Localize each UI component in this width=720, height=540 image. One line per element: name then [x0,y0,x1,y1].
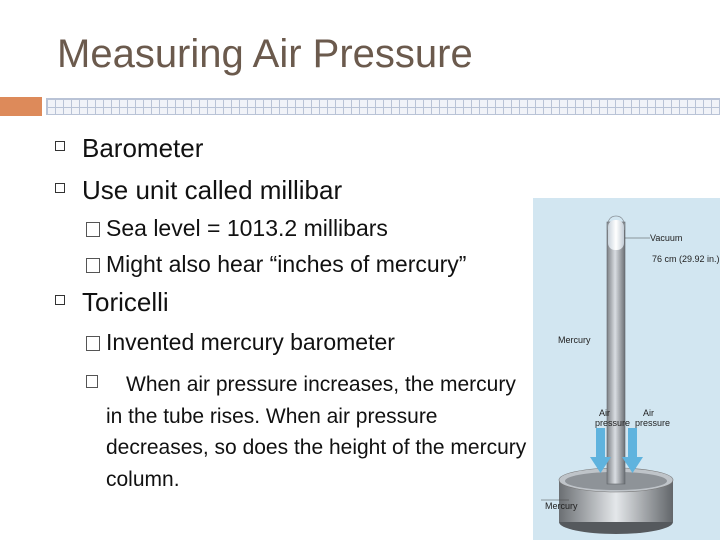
mercury-dish-label: Mercury [545,501,578,511]
box-bullet-icon [86,258,100,273]
vacuum-space [608,220,624,250]
square-bullet-icon [55,141,65,151]
height-label: 76 cm (29.92 in.) [652,254,720,264]
box-bullet-icon [86,375,98,388]
air-pressure-left-label-2: pressure [595,418,631,428]
slide-title: Measuring Air Pressure [57,32,473,76]
bullet-text: Toricelli [82,287,169,317]
box-bullet-icon [86,222,100,237]
title-accent-bar [0,97,42,116]
third-level-text [106,369,536,495]
sub-bullet-text: Sea level = 1013.2 millibars [106,215,388,241]
mercury-tube [607,222,625,484]
air-pressure-right-label-2: pressure [635,418,671,428]
sub-bullet-text: Invented mercury barometer [106,329,395,355]
barometer-figure [533,198,720,540]
air-pressure-arrow-left-shaft [596,428,605,458]
air-pressure-right-label-1: Air [643,408,654,418]
air-pressure-arrow-right-shaft [628,428,637,458]
mercury-tube-label: Mercury [558,335,591,345]
sub-bullet-inches-mercury [86,251,466,278]
sub-bullet-sea-level [86,215,388,242]
square-bullet-icon [55,295,65,305]
vacuum-label: Vacuum [650,233,683,243]
paragraph-text: When air pressure increases, the mercury in the tube rises. When air pressure decreases, so does the height of the mercury column. [106,373,527,491]
square-bullet-icon [55,183,65,193]
box-bullet-icon [86,336,100,351]
sub-bullet-text: Might also hear “inches of mercury” [106,251,467,277]
bullet-text: Barometer [82,133,204,163]
air-pressure-left-label-1: Air [599,408,610,418]
third-level-marker [86,369,104,393]
title-grid-bar [46,98,720,115]
bullet-text: Use unit called millibar [82,175,343,205]
sub-bullet-invented [86,329,395,356]
